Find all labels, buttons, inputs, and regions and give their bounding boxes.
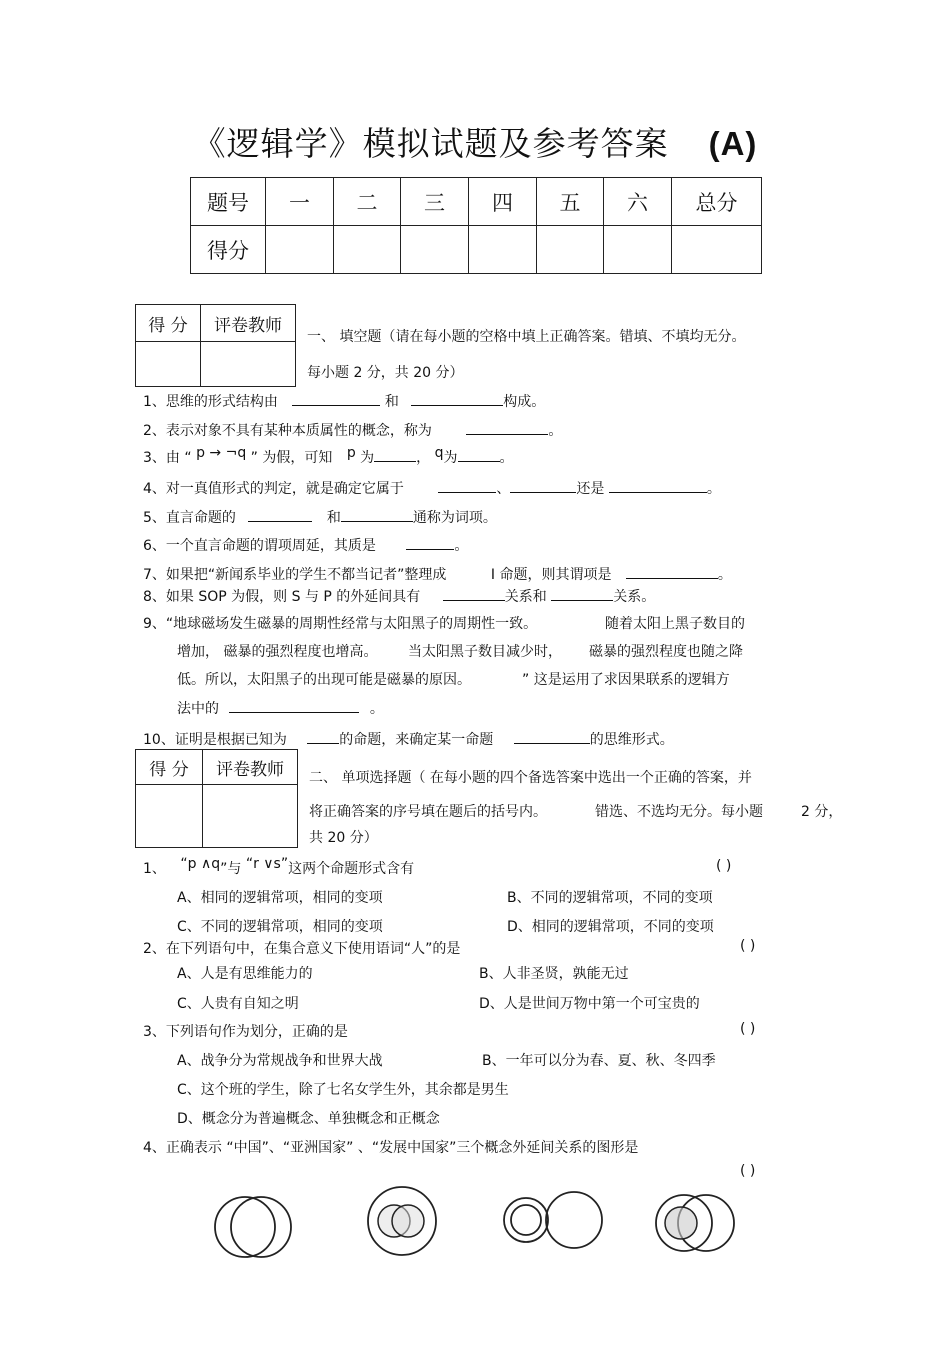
score-row-label: 得分	[191, 226, 266, 274]
q-number: 1、	[143, 861, 166, 877]
q-text: I 命题，则其谓项是	[490, 567, 612, 583]
answer-blank[interactable]	[438, 479, 496, 493]
q-text: ” 为假，可知	[250, 450, 333, 466]
q-text: 3、由 “	[143, 450, 192, 466]
answer-paren[interactable]: ( )	[740, 1163, 756, 1179]
title-suffix: (A)	[708, 125, 758, 162]
option-c[interactable]: C、不同的逻辑常项，相同的变项	[177, 919, 383, 935]
option-c[interactable]: C、人贵有自知之明	[177, 996, 299, 1012]
q-text: 。	[499, 450, 514, 466]
answer-blank[interactable]	[374, 448, 416, 462]
fill-question-2	[143, 420, 562, 440]
score-cell[interactable]	[334, 226, 401, 274]
q-text: ，	[416, 450, 431, 466]
grader-score-cell[interactable]	[136, 785, 203, 848]
venn-circle	[546, 1192, 602, 1248]
score-table-header-row	[191, 178, 762, 226]
fill-question-4	[143, 478, 721, 498]
section2-heading-cont: 共 20 分）	[309, 830, 378, 846]
q-text: 6、一个直言命题的谓项周延，其质是	[143, 538, 376, 554]
q-text: 。	[369, 701, 384, 717]
venn-option-c[interactable]	[500, 1186, 606, 1258]
grader-box-section1	[135, 304, 296, 387]
section2-heading-cont: 2 分，	[801, 804, 843, 820]
answer-blank[interactable]	[609, 479, 707, 493]
q-text: 和	[384, 394, 399, 410]
section2-heading: 二、 单项选择题（ 在每小题的四个备选答案中选出一个正确的答案，并	[309, 770, 752, 786]
q-text: 8、如果 SOP 为假，则 S 与 P 的外延间具有	[143, 589, 421, 605]
fill-question-9	[143, 613, 537, 633]
answer-blank[interactable]	[551, 587, 613, 601]
q-text: 7、如果把“新闻系毕业的学生不都当记者”整理成	[143, 567, 447, 583]
q-text: 、	[496, 481, 511, 497]
fill-question-8	[143, 586, 655, 606]
answer-blank[interactable]	[229, 699, 359, 713]
q-text: 9、“地球磁场发生磁暴的周期性经常与太阳黑子的周期性一致。	[143, 616, 538, 632]
choice-question-2: 2、在下列语句中，在集合意义下使用语词“人”的是	[143, 941, 461, 957]
venn-option-a[interactable]	[205, 1190, 297, 1262]
fill-question-9-part	[177, 698, 384, 718]
formula: p → ¬q	[196, 445, 247, 461]
fill-question-5	[143, 507, 497, 527]
q-text: ”与	[220, 861, 242, 877]
answer-blank[interactable]	[292, 392, 380, 406]
section1-heading: 一、 填空题（请在每小题的空格中填上正确答案。错填、不填均无分。	[307, 329, 746, 345]
score-header-cell: 四	[469, 178, 537, 226]
grader-score-label: 得 分	[136, 750, 203, 785]
fill-question-9-part: 增加， 磁暴的强烈程度也增高。	[177, 644, 378, 660]
formula: “p ∧q	[180, 856, 221, 872]
score-table-score-row	[191, 226, 762, 274]
answer-blank[interactable]	[458, 448, 500, 462]
answer-blank[interactable]	[443, 587, 505, 601]
fill-question-9-part: 随着太阳上黑子数目的	[605, 616, 745, 632]
score-header-cell: 总分	[672, 178, 762, 226]
section1-heading-cont: 每小题 2 分，共 20 分）	[307, 365, 464, 381]
q-text: 4、对一真值形式的判定，就是确定它属于	[143, 481, 404, 497]
q-text: 1、思维的形式结构由	[143, 394, 278, 410]
venn-option-b[interactable]	[363, 1183, 443, 1263]
q-text: 关系。	[613, 589, 656, 605]
choice-question-4: 4、正确表示 “中国”、“亚洲国家” 、“发展中国家”三个概念外延间关系的图形是	[143, 1140, 639, 1156]
section2-heading-cont: 错选、不选均无分。每小题	[595, 804, 763, 820]
score-cell[interactable]	[401, 226, 469, 274]
q-text: 还是	[576, 481, 605, 497]
q-text: 这两个命题形式含有	[288, 861, 415, 877]
score-header-cell: 六	[604, 178, 672, 226]
option-b[interactable]: B、人非圣贤，孰能无过	[479, 966, 629, 982]
q-text: 关系和	[504, 589, 547, 605]
option-d[interactable]: D、人是世间万物中第一个可宝贵的	[479, 996, 700, 1012]
answer-blank[interactable]	[406, 536, 454, 550]
score-cell[interactable]	[672, 226, 762, 274]
q-text: 。	[548, 423, 563, 439]
title-text: 《逻辑学》模拟试题及参考答案	[192, 124, 669, 163]
answer-blank[interactable]	[466, 421, 548, 435]
venn-option-d[interactable]	[650, 1190, 742, 1256]
choice-question-3: 3、下列语句作为划分，正确的是	[143, 1024, 348, 1040]
score-header-cell: 题号	[191, 178, 266, 226]
answer-blank[interactable]	[411, 392, 503, 406]
q-text: 。	[706, 481, 721, 497]
option-a[interactable]: A、相同的逻辑常项，相同的变项	[177, 890, 383, 906]
fill-question-1	[143, 391, 545, 411]
option-d[interactable]: D、相同的逻辑常项，不同的变项	[507, 919, 714, 935]
q-text: 10、证明是根据已知为	[143, 732, 287, 748]
venn-circle	[665, 1207, 697, 1239]
venn-circle	[392, 1205, 424, 1237]
score-header-cell: 三	[401, 178, 469, 226]
q-text: 法中的	[177, 701, 219, 717]
fill-question-7	[143, 564, 732, 584]
fill-question-10	[143, 729, 674, 749]
option-a[interactable]: A、人是有思维能力的	[177, 966, 313, 982]
fill-question-9-part: 当太阳黑子数目减少时，	[408, 644, 562, 660]
fill-question-3	[143, 447, 514, 467]
choice-question-1	[143, 858, 414, 878]
q-text: 和	[326, 510, 341, 526]
q-text: 为	[443, 450, 458, 466]
option-b[interactable]: B、一年可以分为春、夏、秋、冬四季	[482, 1053, 716, 1069]
grader-score-label: 得 分	[136, 305, 201, 342]
formula: q	[434, 445, 444, 461]
fill-question-9-part: 低。所以，太阳黑子的出现可能是磁暴的原因。	[177, 672, 471, 688]
fill-question-9-part: ” 这是运用了求因果联系的逻辑方	[522, 672, 730, 688]
answer-blank[interactable]	[626, 565, 718, 579]
fill-question-9-part: 磁暴的强烈程度也随之降	[589, 644, 743, 660]
grader-teacher-cell[interactable]	[201, 342, 296, 387]
answer-blank[interactable]	[514, 730, 590, 744]
q-text: 。	[454, 538, 469, 554]
venn-circle	[231, 1197, 291, 1257]
q-text: 5、直言命题的	[143, 510, 236, 526]
formula: p	[346, 445, 356, 461]
q-text: 的命题，来确定某一命题	[339, 732, 494, 748]
score-header-cell: 五	[537, 178, 604, 226]
score-cell[interactable]	[469, 226, 537, 274]
grader-box-section2	[135, 749, 298, 848]
page-title	[0, 118, 950, 165]
section2-heading-cont: 将正确答案的序号填在题后的括号内。	[309, 804, 547, 820]
option-a[interactable]: A、战争分为常规战争和世界大战	[177, 1053, 383, 1069]
grader-teacher-label: 评卷教师	[201, 305, 296, 342]
option-d[interactable]: D、概念分为普遍概念、单独概念和正概念	[177, 1111, 440, 1127]
venn-circle	[511, 1205, 541, 1235]
answer-blank[interactable]	[248, 508, 312, 522]
answer-blank[interactable]	[341, 508, 413, 522]
grader-score-cell[interactable]	[136, 342, 201, 387]
score-cell[interactable]	[537, 226, 604, 274]
answer-paren[interactable]: ( )	[740, 938, 756, 954]
formula: “r ∨s”	[245, 856, 289, 872]
score-cell[interactable]	[604, 226, 672, 274]
grader-teacher-label: 评卷教师	[203, 750, 298, 785]
q-text: 构成。	[503, 394, 546, 410]
venn-circle	[215, 1197, 275, 1257]
score-header-cell: 二	[334, 178, 401, 226]
q-text: 通称为词项。	[412, 510, 497, 526]
option-b[interactable]: B、不同的逻辑常项，不同的变项	[507, 890, 713, 906]
grader-teacher-cell[interactable]	[203, 785, 298, 848]
answer-blank[interactable]	[307, 730, 339, 744]
answer-paren[interactable]: ( )	[740, 1021, 756, 1037]
q-text: 2、表示对象不具有某种本质属性的概念，称为	[143, 423, 432, 439]
option-c[interactable]: C、这个班的学生，除了七名女学生外，其余都是男生	[177, 1082, 509, 1098]
score-table	[190, 177, 762, 274]
answer-blank[interactable]	[510, 479, 576, 493]
score-header-cell: 一	[266, 178, 334, 226]
answer-paren[interactable]: ( )	[716, 858, 732, 874]
score-cell[interactable]	[266, 226, 334, 274]
q-text: 为	[360, 450, 375, 466]
fill-question-6	[143, 535, 468, 555]
q-text: 。	[717, 567, 732, 583]
q-text: 的思维形式。	[589, 732, 674, 748]
